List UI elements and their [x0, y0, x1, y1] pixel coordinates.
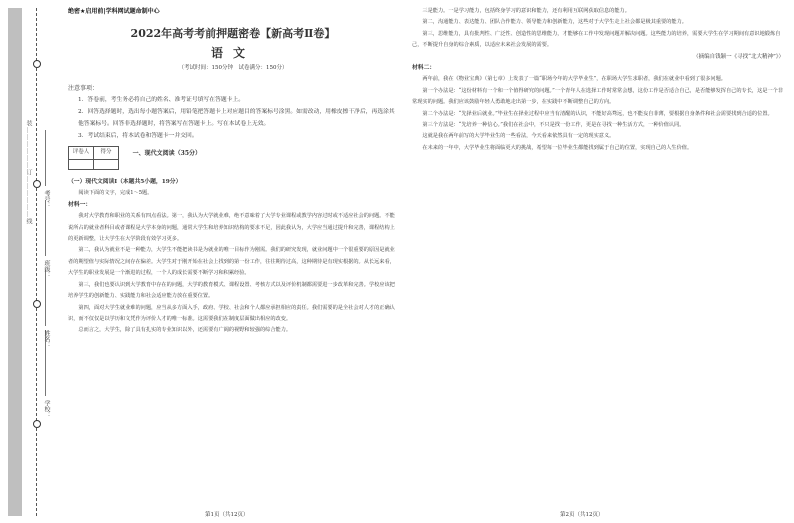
exam-number-field[interactable] [45, 130, 46, 186]
subject-title: 语文 [210, 46, 255, 61]
reviewer-cell[interactable] [69, 159, 94, 169]
notice-item: 2．回答选择题时，选出每小题答案后，用铅笔把答题卡上对应题目的答案标号涂黑。如需改动，用橡皮擦干净后，再选涂其他答案标号。回答非选择题时，将答案写在答题卡上。写在本试卷上无效。 [78, 109, 395, 128]
confidential-tag: 绝密★启用前|学科网试题命制中心 [68, 8, 160, 15]
material-label: 材料二： [412, 65, 436, 72]
subsection-heading: （一）现代文阅读Ⅰ（本题共5小题，19分） [68, 179, 182, 186]
source-citation: （摘编自钱颖一《寻找“北大精神”》） [693, 53, 784, 60]
score-row [68, 142, 398, 175]
passage-paragraph: 三是能力。一是学习能力，包括终身学习的意识和能力，还有利用互联网获取信息的能力。 [422, 8, 630, 14]
score-cell[interactable] [94, 159, 119, 169]
passage-paragraph: 第三个方法是：“先培养一种信心。”我们在社会中，不只是找一份工作，更是在寻找一种生活方式，一种价值认同。 [422, 122, 685, 129]
passage-paragraph: 第二，我认为就业不是一种能力，大学生不能把读书是为就业的唯一目标作为刚需。我们的研究发现，就业问题中一个很重要的原因是就业者的期望值与实际情况之间存在偏差。大学生对于刚开始在社会上找到的第一份工作，往往期待过高，这种期待是有现实根据的。从长远来看，大学生的职业发展是一个渐进的过程，一个人的成长需要不断学习和积累经验。 [68, 247, 395, 277]
material-label: 材料一： [68, 201, 92, 208]
score-box [68, 146, 119, 169]
binding-dash-line [36, 8, 37, 516]
exam-number-label: 考号： [43, 190, 50, 208]
passage-paragraph: 总而言之，大学生，除了具有扎实的专业知识以外，还需要有广阔的视野和较强的综合能力。 [78, 327, 292, 334]
notice-item: 1．答卷前，考生务必将自己的姓名、准考证号填写在答题卡上。 [78, 97, 245, 104]
passage-paragraph: 第三，我们也要认识到大学教育中存在的问题，大学的教育模式、课程设置、考核方式以及评价机制都需要进一步改革和完善。学校应该把培养学生的创新能力、实践能力和社会适应能力放在重要位置。 [68, 281, 395, 300]
binding-hole [33, 300, 41, 308]
passage-paragraph: 第三，思维能力，具有批判性、广泛性、创造性的思维能力，才能够在工作中发现问题并解决问题。这些能力的培养，需要大学生在学习期间有意识地锻炼自己，不断提升自身的综合素质，以适应未来社会发展的需要。 [412, 30, 781, 49]
binding-margin [0, 0, 58, 523]
right-page [412, 6, 784, 154]
passage-paragraph: 第四，面对大学生就业难的问题，应当从多方面入手，政府、学校、社会和个人都应承担相应的责任。我们需要的是全社会对人才的正确认识，而不仅仅是以学历和文凭作为评价人才的唯一标准。这需要我们在制度层面做出相应的改变。 [68, 304, 395, 322]
passage-paragraph: 这就是我在两年前写的大学毕业生的一些看法，今天看来依然具有一定的现实意义。 [422, 133, 615, 140]
name-field[interactable] [45, 270, 46, 326]
binding-hole [33, 420, 41, 428]
binding-hole [33, 60, 41, 68]
binding-hole [33, 180, 41, 188]
notice-item: 3．考试结束后，将本试卷和答题卡一并交回。 [78, 133, 198, 140]
name-label: 姓名： [43, 330, 50, 348]
class-field[interactable] [45, 200, 46, 256]
section-heading: 一、现代文阅读（35分） [132, 150, 202, 158]
reviewer-label: 评卷人 [69, 147, 94, 159]
passage-paragraph: 在未来的一年中，大学毕业生将面临更大的挑战，希望每一位毕业生都能找到属于自己的位置，实现自己的人生价值。 [422, 144, 693, 151]
instruction-text: 阅读下面的文字，完成1～5题。 [78, 190, 153, 197]
binding-stripe [8, 8, 22, 516]
score-label: 得分 [94, 147, 119, 159]
passage-paragraph: 第二个办法是：“先择业后就业。”毕业生在择业过程中应当有清醒的认识，不能好高骛远，也不能妄自菲薄，要根据自身条件和社会需要找到合适的位置。 [422, 110, 773, 117]
passage-paragraph: 第一个办法是：“这份材料有一个和一个值得研究的问题。”一个青年人在选择工作时常常会想，这份工作是否适合自己，是否能够发挥自己的专长，这是一个非常现实的问题。我们应该鼓励年轻人勇敢地走出第一步，在实践中不断调整自己的方向。 [412, 87, 784, 106]
passage-paragraph: 我对大学教育和职业的关系有四点看法。第一，我认为大学就业难，绝不意味着了大学专业课程或教学内容过时或不适应社会的问题。不能说所占的就业者科目或者课程是大学本身的问题，通常大学生和培养知识结构的要求不足，因此我认为，大学应当通过提升和完善，课程结构上的更新调整，让大学生在大学阶段有效学习更多。 [68, 213, 395, 243]
left-page [68, 6, 398, 337]
passage-paragraph: 两年前，我在《物业宝典》（第七章）上发表了一篇“职场今年的大学毕业生”，在职场大学生求职者，我们在就业中看到了很多问题。 [422, 76, 726, 83]
notice-title: 注意事项： [68, 84, 99, 92]
exam-info: （考试时间：150分钟 试卷满分：150分） [178, 65, 288, 72]
seal-line-text: 装………………订………………线 [25, 120, 32, 225]
page-footer-right: 第2页（共12页） [560, 512, 604, 518]
class-label: 班级： [43, 260, 50, 278]
page-footer-left: 第1页（共12页） [205, 512, 249, 518]
exam-title: 2022年高考考前押题密卷【新高考Ⅱ卷】 [130, 27, 336, 41]
school-label: 学校： [43, 400, 50, 418]
passage-paragraph: 第二，沟通能力、表达能力、团队合作能力、领导能力和创新能力，这些对于大学生走上社会都是极其重要的能力。 [422, 19, 687, 26]
